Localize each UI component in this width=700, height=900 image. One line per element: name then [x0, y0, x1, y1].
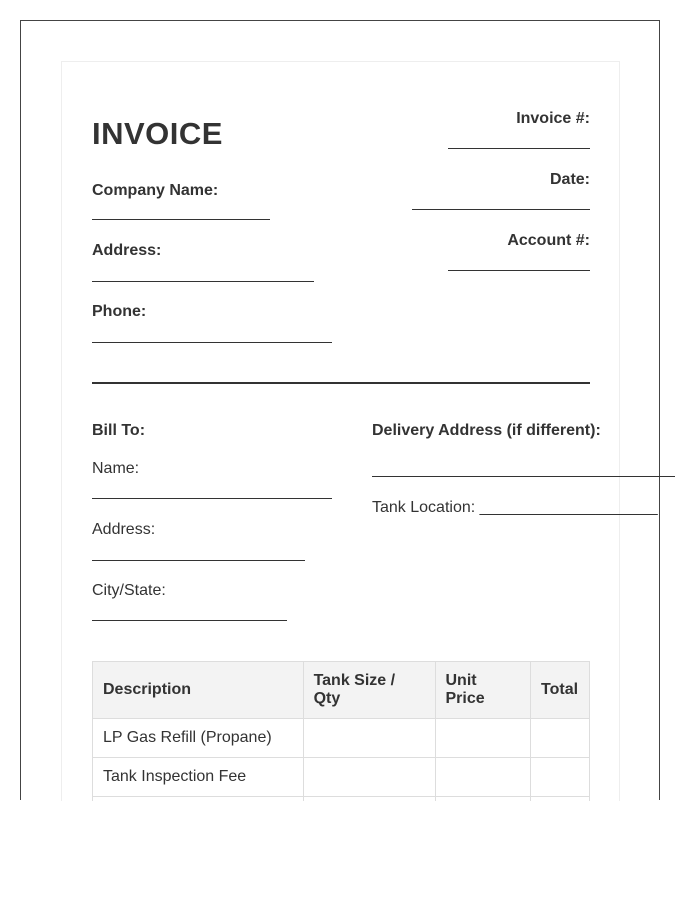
delivery-address-field[interactable] [372, 476, 675, 477]
bill-to-name-label: Name: [92, 460, 140, 477]
account-number-field[interactable] [448, 270, 590, 271]
company-name-label: Company Name: [92, 182, 219, 199]
row-unit-price[interactable] [435, 758, 531, 797]
table-row [93, 797, 590, 802]
company-phone-label: Phone: [92, 303, 147, 320]
row-total[interactable] [531, 758, 590, 797]
company-phone-field[interactable] [92, 342, 332, 343]
tank-location-field[interactable]: ____________________ [479, 499, 658, 516]
row-description[interactable] [93, 797, 304, 802]
bill-to-heading: Bill To: [92, 422, 146, 439]
row-qty[interactable] [303, 797, 435, 802]
row-total[interactable] [531, 797, 590, 802]
column-header-description: Description [93, 662, 304, 719]
row-unit-price[interactable] [435, 719, 531, 758]
date-field[interactable] [412, 209, 590, 210]
date-label: Date: [549, 171, 590, 188]
tank-location-row [372, 499, 658, 517]
account-number-label: Account #: [507, 232, 590, 249]
column-header-unit-price: Unit Price [435, 662, 531, 719]
row-unit-price[interactable] [435, 797, 531, 802]
tank-location-label: Tank Location: [372, 499, 476, 516]
company-address-field[interactable] [92, 281, 314, 282]
row-total[interactable] [531, 719, 590, 758]
delivery-address-heading: Delivery Address (if different): [372, 422, 601, 439]
bill-to-name-field[interactable] [92, 498, 332, 499]
invoice-title: INVOICE [92, 116, 223, 151]
bill-to-address-label: Address: [92, 521, 156, 538]
invoice-number-label: Invoice #: [516, 110, 590, 127]
section-divider [92, 382, 590, 384]
bill-to-city-state-field[interactable] [92, 620, 287, 621]
column-header-tank-size-qty: Tank Size / Qty [303, 662, 435, 719]
bill-to-city-state-label: City/State: [92, 582, 166, 599]
row-description[interactable]: Tank Inspection Fee [93, 758, 304, 797]
bill-to-address-field[interactable] [92, 560, 305, 561]
table-header-row [93, 662, 590, 719]
company-address-label: Address: [92, 242, 162, 259]
table-row [93, 719, 590, 758]
row-qty[interactable] [303, 719, 435, 758]
line-items-table [92, 661, 590, 801]
company-name-field[interactable] [92, 219, 270, 220]
table-row [93, 758, 590, 797]
column-header-total: Total [531, 662, 590, 719]
row-description[interactable]: LP Gas Refill (Propane) [93, 719, 304, 758]
invoice-number-field[interactable] [448, 148, 590, 149]
row-qty[interactable] [303, 758, 435, 797]
